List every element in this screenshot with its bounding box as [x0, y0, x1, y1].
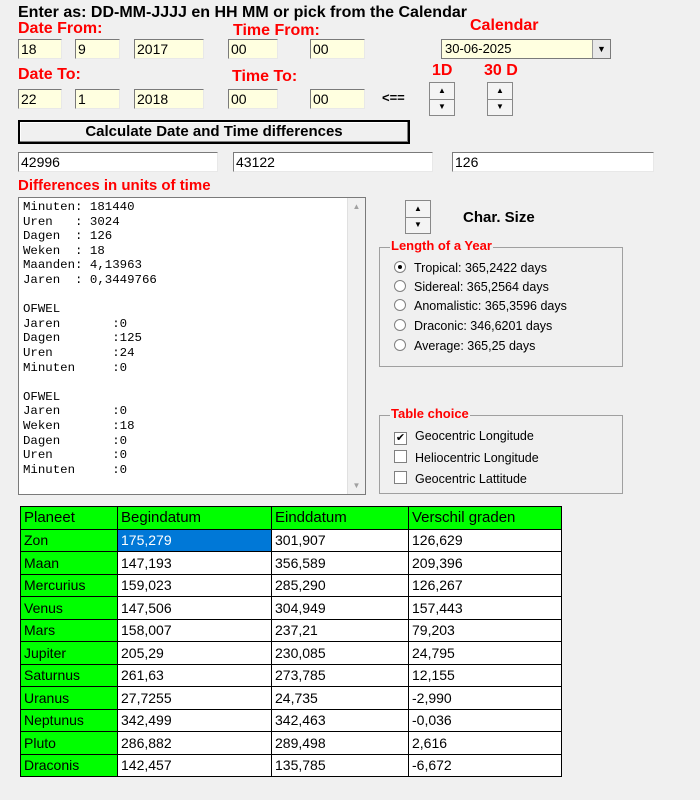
spin-up-icon[interactable]: ▲ — [488, 83, 512, 100]
radio-icon[interactable] — [394, 299, 406, 311]
planet-name-cell[interactable]: Mercurius — [21, 574, 118, 597]
char-size-spinner[interactable] — [405, 200, 431, 234]
date-to-day-input[interactable]: 22 — [18, 89, 62, 109]
value-cell[interactable]: 12,155 — [409, 664, 562, 687]
column-header-einddatum[interactable]: Einddatum — [272, 507, 409, 530]
table-option-label: Geocentric Longitude — [415, 429, 534, 443]
value-cell[interactable]: 261,63 — [118, 664, 272, 687]
spin-down-icon[interactable]: ▼ — [414, 220, 422, 229]
date-from-label: Date From: — [18, 20, 103, 37]
year-option-label: Tropical: 365,2422 days — [414, 261, 547, 275]
table-option-heliocentric-longitude[interactable] — [394, 450, 539, 465]
planet-name-cell[interactable]: Saturnus — [21, 664, 118, 687]
planet-name-cell[interactable]: Pluto — [21, 732, 118, 755]
vertical-scrollbar[interactable] — [347, 198, 365, 494]
table-row[interactable] — [21, 574, 562, 597]
value-cell[interactable]: 286,882 — [118, 732, 272, 755]
planet-name-cell[interactable]: Venus — [21, 597, 118, 620]
table-option-geocentric-longitude[interactable] — [394, 429, 534, 445]
instructions-header: Enter as: DD-MM-JJJJ en HH MM or pick from the Calendar — [18, 4, 467, 21]
table-row[interactable] — [21, 754, 562, 777]
char-size-label: Char. Size — [463, 209, 535, 226]
radio-icon[interactable] — [394, 261, 406, 273]
year-option-average[interactable] — [394, 339, 535, 353]
table-row[interactable] — [21, 552, 562, 575]
value-cell[interactable]: -0,036 — [409, 709, 562, 732]
time-to-label: Time To: — [232, 68, 298, 85]
table-row[interactable] — [21, 619, 562, 642]
table-option-label: Heliocentric Longitude — [415, 451, 539, 465]
spin-up-icon[interactable]: ▲ — [406, 201, 430, 218]
chevron-down-icon[interactable]: ▼ — [592, 40, 610, 58]
result-field-2[interactable]: 43122 — [233, 152, 433, 172]
planet-name-cell[interactable]: Mars — [21, 619, 118, 642]
one-day-spinner[interactable] — [429, 82, 455, 116]
value-cell[interactable]: 2,616 — [409, 732, 562, 755]
year-option-anomalistic[interactable] — [394, 299, 567, 313]
calculate-button[interactable]: Calculate Date and Time differences — [18, 120, 410, 144]
differences-text: Minuten: 181440 Uren : 3024 Dagen : 126 Weken : 18 Maanden: 4,13963 Jaren : 0,3449766 OFWEL Jaren :0 Dagen :125 Uren :24 Minuten :0 OFWEL Jaren :0 Weken :18 Dagen :0 Uren :0 Minuten :0 — [23, 200, 157, 477]
date-from-day-input[interactable]: 18 — [18, 39, 62, 59]
value-cell[interactable]: 285,290 — [272, 574, 409, 597]
spin-down-icon[interactable]: ▼ — [496, 102, 504, 111]
result-field-3[interactable]: 126 — [452, 152, 654, 172]
checkbox-icon[interactable] — [394, 471, 407, 484]
value-cell[interactable]: 289,498 — [272, 732, 409, 755]
value-cell[interactable]: 356,589 — [272, 552, 409, 575]
table-choice-group — [379, 406, 623, 494]
value-cell[interactable]: 205,29 — [118, 642, 272, 665]
value-cell[interactable]: 159,023 — [118, 574, 272, 597]
radio-icon[interactable] — [394, 339, 406, 351]
result-field-1[interactable]: 42996 — [18, 152, 218, 172]
planet-name-cell[interactable]: Maan — [21, 552, 118, 575]
value-cell[interactable]: 135,785 — [272, 754, 409, 777]
checkbox-icon[interactable] — [394, 450, 407, 463]
value-cell[interactable]: 342,463 — [272, 709, 409, 732]
value-cell[interactable]: 79,203 — [409, 619, 562, 642]
scroll-down-icon[interactable]: ▼ — [352, 481, 361, 490]
table-row[interactable] — [21, 597, 562, 620]
time-to-hh-input[interactable]: 00 — [228, 89, 278, 109]
value-cell[interactable]: 273,785 — [272, 664, 409, 687]
year-length-group — [379, 238, 623, 367]
planet-name-cell[interactable]: Neptunus — [21, 709, 118, 732]
value-cell[interactable]: 342,499 — [118, 709, 272, 732]
column-header-begindatum[interactable]: Begindatum — [118, 507, 272, 530]
table-choice-title: Table choice — [391, 406, 469, 421]
planet-name-cell[interactable]: Uranus — [21, 687, 118, 710]
value-cell[interactable]: -6,672 — [409, 754, 562, 777]
value-cell[interactable]: 304,949 — [272, 597, 409, 620]
table-row[interactable] — [21, 709, 562, 732]
year-option-sidereal[interactable] — [394, 280, 549, 294]
calendar-dropdown[interactable] — [441, 39, 611, 59]
radio-icon[interactable] — [394, 280, 406, 292]
planet-name-cell[interactable]: Draconis — [21, 754, 118, 777]
year-option-tropical[interactable] — [394, 261, 547, 275]
value-cell[interactable]: 237,21 — [272, 619, 409, 642]
table-row[interactable] — [21, 664, 562, 687]
table-row[interactable] — [21, 732, 562, 755]
thirty-day-label: 30 D — [484, 62, 518, 79]
calendar-label: Calendar — [470, 17, 539, 34]
value-cell[interactable]: 158,007 — [118, 619, 272, 642]
column-header-planeet[interactable]: Planeet — [21, 507, 118, 530]
spin-up-icon[interactable]: ▲ — [430, 83, 454, 100]
date-from-year-input[interactable]: 2017 — [134, 39, 204, 59]
time-to-mm-input[interactable]: 00 — [310, 89, 365, 109]
value-cell[interactable]: 147,193 — [118, 552, 272, 575]
year-length-title: Length of a Year — [391, 238, 492, 253]
planet-table — [20, 506, 562, 777]
differences-label: Differences in units of time — [18, 177, 211, 194]
one-day-label: 1D — [432, 62, 453, 79]
value-cell[interactable]: 157,443 — [409, 597, 562, 620]
radio-icon[interactable] — [394, 319, 406, 331]
arrow-label: <== — [382, 90, 405, 105]
spin-down-icon[interactable]: ▼ — [438, 102, 446, 111]
calendar-value: 30-06-2025 — [445, 41, 512, 56]
date-to-label: Date To: — [18, 66, 81, 83]
column-header-verschil-graden[interactable]: Verschil graden — [409, 507, 562, 530]
differences-textarea[interactable] — [18, 197, 366, 495]
value-cell[interactable]: 27,7255 — [118, 687, 272, 710]
value-cell[interactable]: 126,267 — [409, 574, 562, 597]
checkbox-icon[interactable]: ✔ — [395, 432, 406, 444]
table-row[interactable] — [21, 687, 562, 710]
scroll-up-icon[interactable]: ▲ — [352, 202, 361, 211]
value-cell[interactable]: 147,506 — [118, 597, 272, 620]
value-cell[interactable]: 301,907 — [272, 529, 409, 552]
year-option-label: Average: 365,25 days — [414, 339, 536, 353]
value-cell[interactable]: 126,629 — [409, 529, 562, 552]
table-row[interactable] — [21, 642, 562, 665]
planet-name-cell[interactable]: Zon — [21, 529, 118, 552]
table-header-row — [21, 507, 562, 530]
date-from-month-input[interactable]: 9 — [75, 39, 120, 59]
year-option-label: Anomalistic: 365,3596 days — [414, 299, 567, 313]
value-cell[interactable]: 24,795 — [409, 642, 562, 665]
time-from-label: Time From: — [233, 22, 320, 39]
table-option-label: Geocentric Lattitude — [415, 472, 527, 486]
year-option-draconic[interactable] — [394, 319, 552, 333]
table-row[interactable] — [21, 529, 562, 552]
time-from-hh-input[interactable]: 00 — [228, 39, 278, 59]
value-cell[interactable]: 209,396 — [409, 552, 562, 575]
date-to-year-input[interactable]: 2018 — [134, 89, 204, 109]
thirty-day-spinner[interactable] — [487, 82, 513, 116]
year-option-label: Sidereal: 365,2564 days — [414, 280, 549, 294]
value-cell[interactable]: 24,735 — [272, 687, 409, 710]
value-cell[interactable]: 230,085 — [272, 642, 409, 665]
table-option-geocentric-lattitude[interactable] — [394, 471, 527, 486]
value-cell[interactable]: 142,457 — [118, 754, 272, 777]
year-option-label: Draconic: 346,6201 days — [414, 319, 553, 333]
value-cell[interactable]: -2,990 — [409, 687, 562, 710]
date-to-month-input[interactable]: 1 — [75, 89, 120, 109]
planet-name-cell[interactable]: Jupiter — [21, 642, 118, 665]
value-cell[interactable]: 175,279 — [118, 529, 272, 552]
time-from-mm-input[interactable]: 00 — [310, 39, 365, 59]
